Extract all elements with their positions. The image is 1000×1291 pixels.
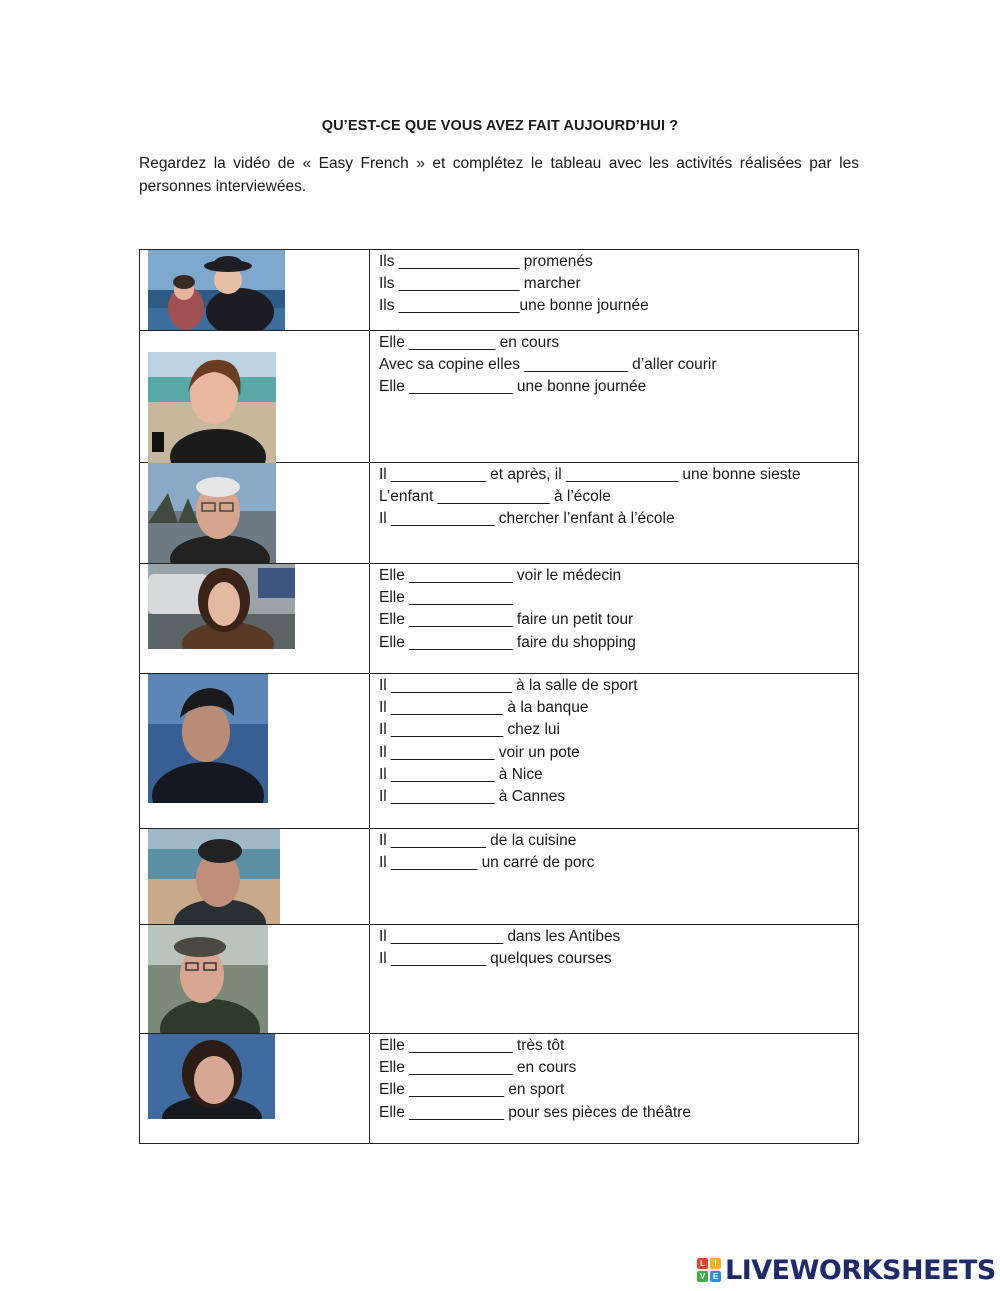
fill-in-sentence[interactable]: Avec sa copine elles ____________ d’aller courir <box>379 356 717 374</box>
photo-cell <box>140 829 370 925</box>
man-flat-cap-photo <box>148 925 268 1033</box>
photo-cell <box>140 250 370 331</box>
activities-table <box>139 249 859 1144</box>
table-row <box>140 564 859 674</box>
activities-cell <box>370 331 859 463</box>
logo-block: L <box>697 1258 708 1269</box>
activities-cell <box>370 564 859 674</box>
young-woman-dusk-photo <box>148 1034 275 1119</box>
fill-in-sentence[interactable]: Il ____________ à Nice <box>379 765 543 783</box>
fill-in-sentence[interactable]: L’enfant _____________ à l’école <box>379 488 611 506</box>
fill-in-sentence[interactable]: Elle ____________ faire un petit tour <box>379 611 634 629</box>
photo-cell <box>140 331 370 463</box>
fill-in-sentence[interactable]: Il ___________ de la cuisine <box>379 832 577 849</box>
photo-cell <box>140 1034 370 1144</box>
fill-in-sentence[interactable]: Il _____________ dans les Antibes <box>379 928 621 945</box>
fill-in-sentence[interactable]: Il ____________ voir un pote <box>379 743 580 761</box>
logo-text: LIVEWORKSHEETS <box>725 1254 996 1286</box>
fill-in-sentence[interactable]: Elle ____________ en cours <box>379 1059 577 1077</box>
table-row <box>140 331 859 463</box>
logo-blocks-icon <box>697 1258 721 1282</box>
woman-street-photo <box>148 564 295 649</box>
activities-cell <box>370 674 859 829</box>
instructions-paragraph: Regardez la vidéo de « Easy French » et complétez le tableau avec les activités réalisées par les personnes interviewées. <box>139 155 859 195</box>
fill-in-sentence[interactable]: Elle ____________ <box>379 589 513 607</box>
fill-in-sentence[interactable]: Ils ______________une bonne journée <box>379 297 649 315</box>
young-woman-beach-photo <box>148 352 276 463</box>
activities-cell <box>370 925 859 1034</box>
fill-in-sentence[interactable]: Elle ___________ pour ses pièces de théâtre <box>379 1103 691 1121</box>
activities-cell <box>370 250 859 331</box>
logo-block: V <box>697 1271 708 1282</box>
fill-in-sentence[interactable]: Elle ___________ en sport <box>379 1081 565 1099</box>
table-row <box>140 829 859 925</box>
older-man-glasses-photo <box>148 463 276 563</box>
fill-in-sentence[interactable]: Elle ____________ faire du shopping <box>379 633 636 651</box>
fill-in-sentence[interactable]: Elle ____________ une bonne journée <box>379 378 647 396</box>
fill-in-sentence[interactable]: Il __________ un carré de porc <box>379 854 595 872</box>
activities-cell <box>370 1034 859 1144</box>
logo-block: E <box>710 1271 721 1282</box>
worksheet-title: QU’EST-CE QUE VOUS AVEZ FAIT AUJOURD’HUI ? <box>321 118 679 134</box>
activities-cell <box>370 463 859 564</box>
photo-cell <box>140 463 370 564</box>
fill-in-sentence[interactable]: Il _____________ à la banque <box>379 699 589 717</box>
fill-in-sentence[interactable]: Il ______________ à la salle de sport <box>379 677 638 694</box>
fill-in-sentence[interactable]: Il ____________ chercher l’enfant à l’école <box>379 510 675 528</box>
fill-in-sentence[interactable]: Il ____________ à Cannes <box>379 787 566 805</box>
activities-cell <box>370 829 859 925</box>
fill-in-sentence[interactable]: Elle __________ en cours <box>379 334 560 351</box>
photo-cell <box>140 925 370 1034</box>
table-row <box>140 925 859 1034</box>
fill-in-sentence[interactable]: Elle ____________ voir le médecin <box>379 567 622 584</box>
table-row <box>140 674 859 829</box>
photo-cell <box>140 564 370 674</box>
table-row <box>140 1034 859 1144</box>
fill-in-sentence[interactable]: Il _____________ chez lui <box>379 721 560 739</box>
fill-in-sentence[interactable]: Elle ____________ très tôt <box>379 1037 565 1054</box>
liveworksheets-logo[interactable] <box>697 1253 996 1287</box>
photo-cell <box>140 674 370 829</box>
fill-in-sentence[interactable]: Ils ______________ promenés <box>379 253 593 270</box>
logo-block: I <box>710 1258 721 1269</box>
man-cap-beach-photo <box>148 829 280 924</box>
elderly-couple-photo <box>148 250 285 330</box>
fill-in-sentence[interactable]: Il ___________ et après, il _____________ une bonne sieste <box>379 466 801 483</box>
young-man-dusk-photo <box>148 674 268 803</box>
table-row <box>140 463 859 564</box>
table-row <box>140 250 859 331</box>
fill-in-sentence[interactable]: Ils ______________ marcher <box>379 275 581 293</box>
fill-in-sentence[interactable]: Il ___________ quelques courses <box>379 950 612 968</box>
